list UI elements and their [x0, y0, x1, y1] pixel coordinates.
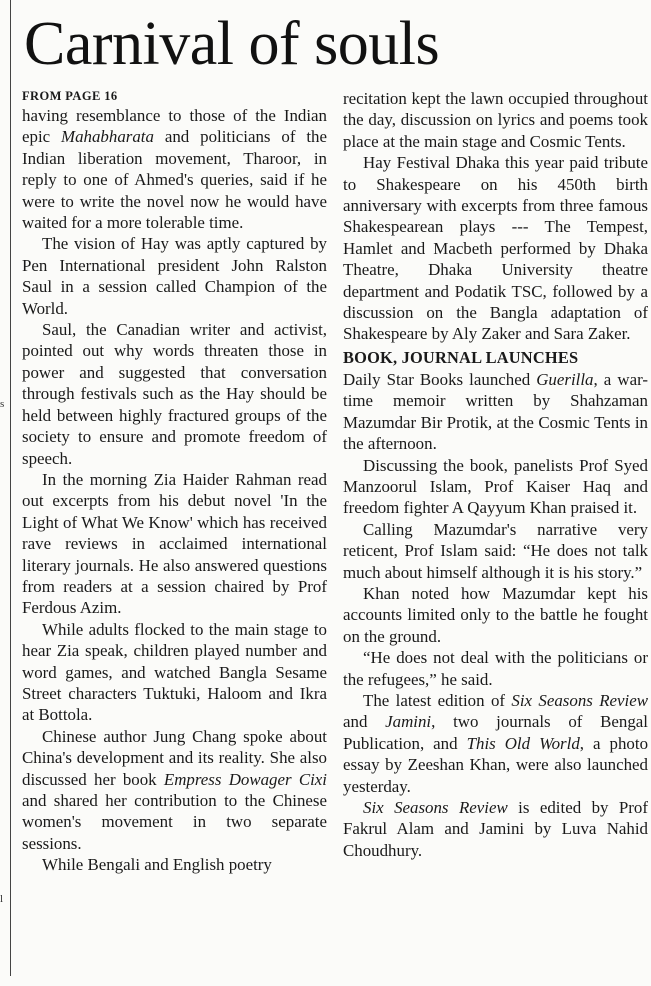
paragraph: Calling Mazumdar's narrative very reticent, Prof Islam said: “He does not talk much about himself although it is his story.” — [343, 519, 648, 582]
headline: Carnival of souls — [24, 10, 440, 78]
kicker: FROM PAGE 16 — [22, 89, 118, 103]
paragraph: Khan noted how Mazumdar kept his accounts limited only to the battle he fought on the ground. — [343, 583, 648, 646]
paragraph: Daily Star Books launched Guerilla, a war-time memoir written by Shahzaman Mazumdar Bir Protik, at the Cosmic Tents in the afternoon. — [343, 369, 648, 454]
paragraph: While Bengali and English poetry — [42, 855, 272, 875]
column-rule — [10, 0, 11, 976]
subhead: BOOK, JOURNAL LAUNCHES — [343, 347, 579, 367]
edge-fragment: s — [0, 398, 5, 410]
edge-fragment: l — [0, 893, 4, 905]
paragraph: Hay Festival Dhaka this year paid tribute to Shakespeare on his 450th birth anniversary with excerpts from three famous Shakespearean plays --- The Tempest, Hamlet and Macbeth performed by Dhaka Theatre, Dhaka University theatre department and Podatik TSC, followed by a discussion on the Bangla adaptation of Shakespeare by Aly Zaker and Sara Zaker. — [343, 153, 648, 344]
paragraph: The latest edition of Six Seasons Review and Jamini, two journals of Bengal Publication, and This Old World, a photo essay by Zeeshan Khan, were also launched yesterday. — [343, 690, 649, 796]
paragraph: “He does not deal with the politicians or the refugees,” he said. — [343, 648, 648, 689]
paragraph: Six Seasons Review is edited by Prof Fakrul Alam and Jamini by Luva Nahid Choudhury. — [343, 798, 648, 860]
article-column-right — [343, 88, 648, 861]
paragraph: The vision of Hay was aptly captured by Pen International president John Ralston Saul in a session called Champion of the World. — [22, 234, 327, 318]
paragraph: While adults flocked to the main stage to hear Zia speak, children played number and word games, and watched Bangla Sesame Street characters Tuktuki, Haloom and Ikra at Bottola. — [22, 619, 327, 725]
paragraph: In the morning Zia Haider Rahman read out excerpts from his debut novel 'In the Light of What We Know' which has received rave reviews in acclaimed international literary journals. He also answered questions from readers at a session chaired by Prof Ferdous Azim. — [22, 469, 327, 618]
paragraph: Saul, the Canadian writer and activist, pointed out why words threaten those in power and suggested that conversation through festivals such as the Hay should be held between highly fractured groups of the society to ensure and promote freedom of speech. — [22, 320, 327, 468]
paragraph: having resemblance to those of the Indian epic Mahabharata and politicians of the Indian liberation movement, Tharoor, in reply to one of Ahmed's queries, said if he were to write the novel now he would have waited for a more tolerable time. — [22, 106, 327, 233]
paragraph: Chinese author Jung Chang spoke about China's development and its reality. She also discussed her book Empress Dowager Cixi and shared her contribution to the Chinese women's movement in two separate sessions. — [22, 726, 327, 853]
article-column-left — [22, 88, 327, 876]
paragraph: Discussing the book, panelists Prof Syed Manzoorul Islam, Prof Kaiser Haq and freedom fighter A Qayyum Khan praised it. — [343, 455, 648, 518]
paragraph: recitation kept the lawn occupied throughout the day, discussion on lyrics and poems took place at the main stage and Cosmic Tents. — [343, 89, 648, 151]
